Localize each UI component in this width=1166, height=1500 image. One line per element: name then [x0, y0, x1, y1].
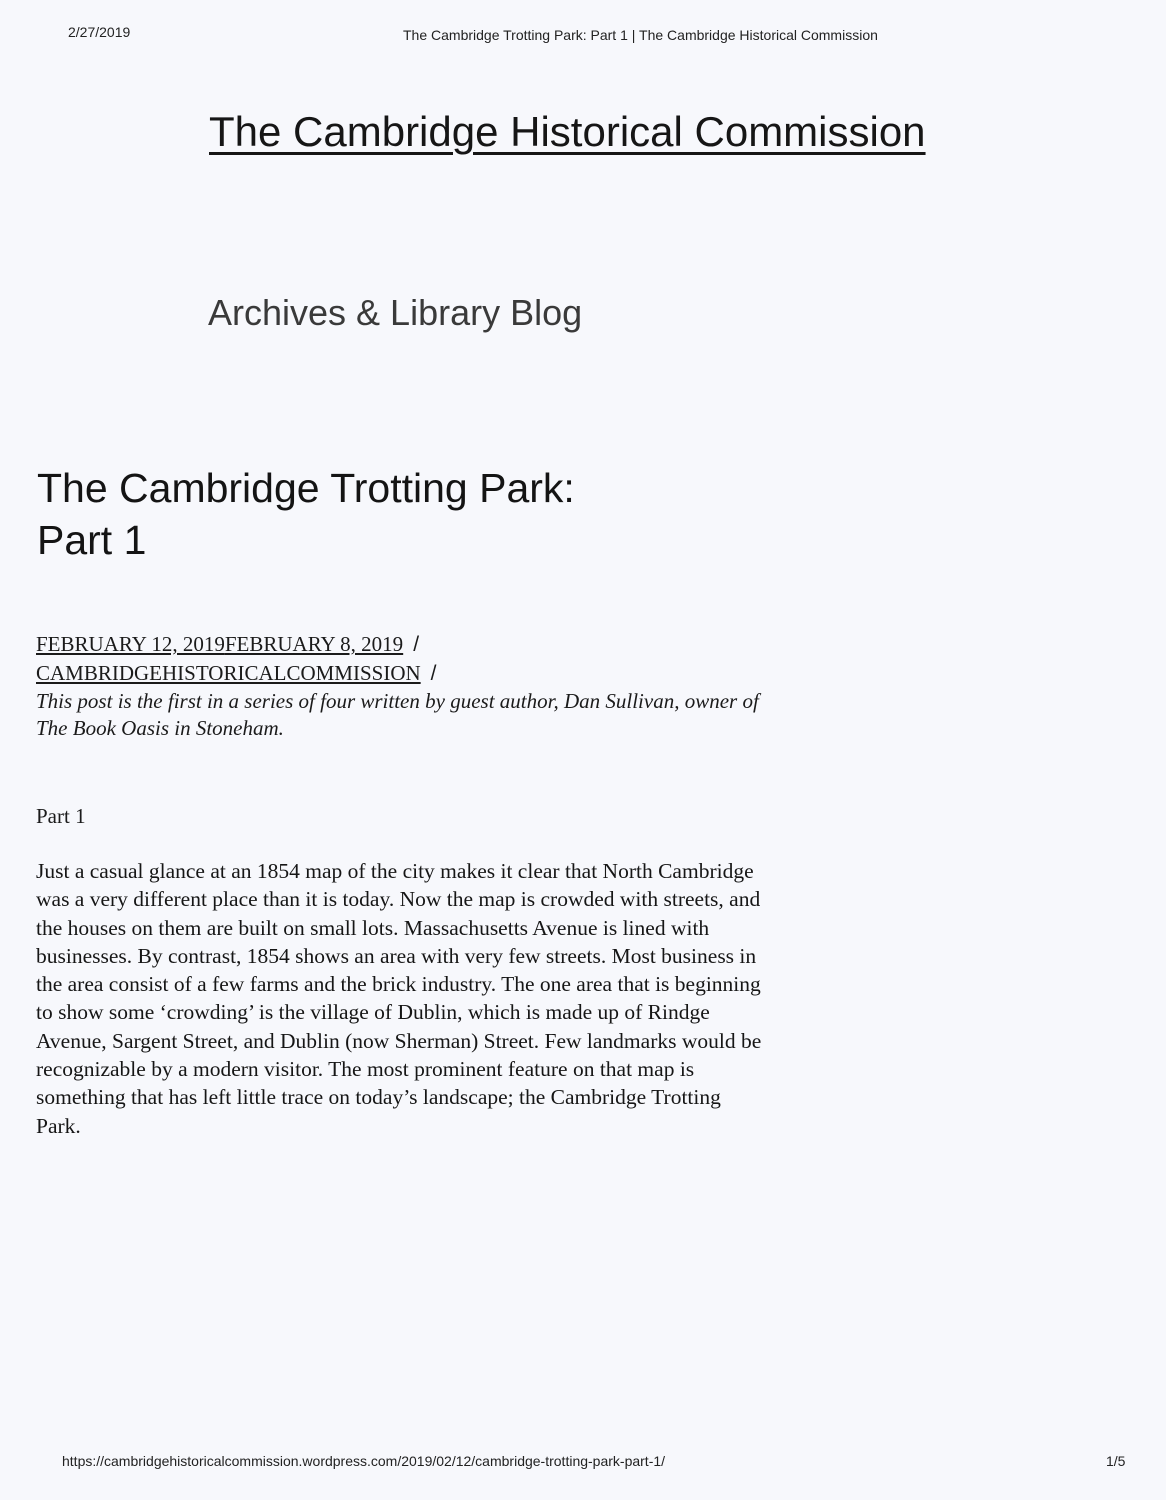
published-date: FEBRUARY 12, 2019: [36, 632, 225, 656]
post-body: Just a casual glance at an 1854 map of the city makes it clear that North Cambridge was a very different place than it is today. Now the map is crowded with streets, and the houses on them are built on small lots. Massachusetts Avenue is lined with businesses. By contrast, 1854 shows an area with very few streets. Most business in the area consist of a few farms and the brick industry. The one area that is beginning to show some ‘crowding’ is the village of Dublin, which is made up of Rindge Avenue, Sargent Street, and Dublin (now Sherman) Street. Few landmarks would be recognizable by a modern visitor. The most prominent feature on that map is something that has left little trace on today’s landscape; the Cambridge Trotting Park.: [36, 859, 762, 1138]
page-indicator: 1/5: [1106, 1453, 1126, 1469]
updated-date: FEBRUARY 8, 2019: [224, 632, 404, 656]
author-link[interactable]: CAMBRIDGEHISTORICALCOMMISSION: [36, 661, 421, 685]
meta-separator: /: [413, 633, 420, 656]
post-date-link[interactable]: [36, 632, 403, 656]
post-intro: This post is the first in a series of four written by guest author, Dan Sullivan, owner of The Book Oasis in Stoneham.: [36, 689, 759, 740]
print-page-title: The Cambridge Trotting Park: Part 1 | The Cambridge Historical Commission: [403, 27, 878, 43]
post-meta: [36, 630, 776, 742]
post-title-line2: Part 1: [37, 517, 147, 563]
footer-url: https://cambridgehistoricalcommission.wordpress.com/2019/02/12/cambridge-trotting-park-part-1/: [62, 1453, 666, 1469]
print-header: [0, 24, 1166, 46]
post-dates-row: [36, 630, 776, 659]
print-footer: [0, 1453, 1166, 1475]
post-author-row: [36, 659, 776, 688]
site-tagline: Archives & Library Blog: [208, 292, 583, 333]
post-title: [37, 462, 757, 566]
section-label: Part 1: [36, 804, 86, 828]
site-title-link[interactable]: The Cambridge Historical Commission: [209, 108, 926, 155]
post-title-line1: The Cambridge Trotting Park:: [37, 465, 575, 511]
print-date: 2/27/2019: [68, 24, 131, 40]
meta-separator: /: [430, 662, 437, 685]
